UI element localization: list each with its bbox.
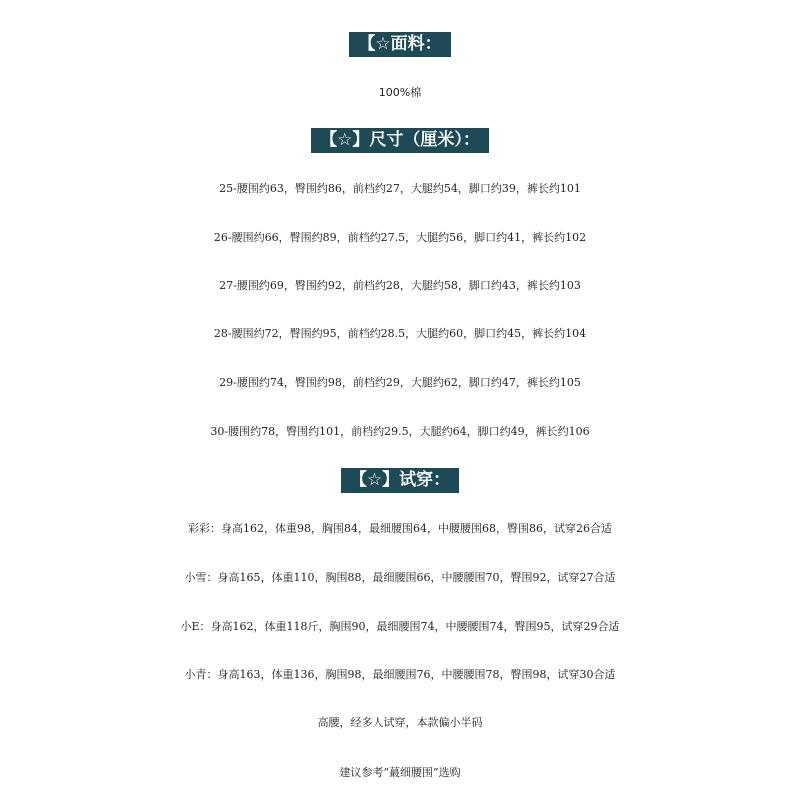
note-advice: 建议参考“蕞细腰围”选购 [339,766,461,779]
size-heading-wrap [0,128,800,153]
size-heading: 【☆】尺寸（厘米）： [311,128,489,153]
tryon-row-xiaoe: 小E：身高162，体重118斤，胸围90，最细腰围74，中腰腰围74，臀围95，试穿29合适 [180,620,620,633]
tryon-row-xiaoxue: 小雪：身高165，体重110，胸围88，最细腰围66，中腰腰围70，臀围92，试穿27合适 [184,571,616,584]
size-row-26: 26-腰围约66，臀围约89，前档约27.5，大腿约56，脚口约41，裤长约102 [213,231,587,244]
fabric-value: 100%棉 [378,86,422,99]
tryon-row-xiaoqing: 小青：身高163，体重136，胸围98，最细腰围76，中腰腰围78，臀围98，试穿30合适 [184,668,616,681]
fabric-heading: 【☆面料： [349,32,450,57]
tryon-row-caicai: 彩彩：身高162，体重98，胸围84，最细腰围64，中腰腰围68，臀围86，试穿26合适 [188,522,612,535]
fabric-heading-wrap [0,32,800,57]
size-row-25: 25-腰围约63，臀围约86，前档约27，大腿约54，脚口约39，裤长约101 [219,182,581,195]
size-row-28: 28-腰围约72，臀围约95，前档约28.5，大腿约60，脚口约45，裤长约104 [213,327,587,340]
size-row-27: 27-腰围约69，臀围约92，前档约28，大腿约58，脚口约43，裤长约103 [219,279,581,292]
size-row-29: 29-腰围约74，臀围约98，前档约29，大腿约62，脚口约47，裤长约105 [219,376,581,389]
tryon-heading: 【☆】试穿： [341,468,459,493]
tryon-heading-wrap [0,468,800,493]
size-row-30: 30-腰围约78，臀围约101，前档约29.5，大腿约64，脚口约49，裤长约106 [210,425,590,438]
note-fit: 高腰，经多人试穿，本款偏小半码 [317,716,483,729]
